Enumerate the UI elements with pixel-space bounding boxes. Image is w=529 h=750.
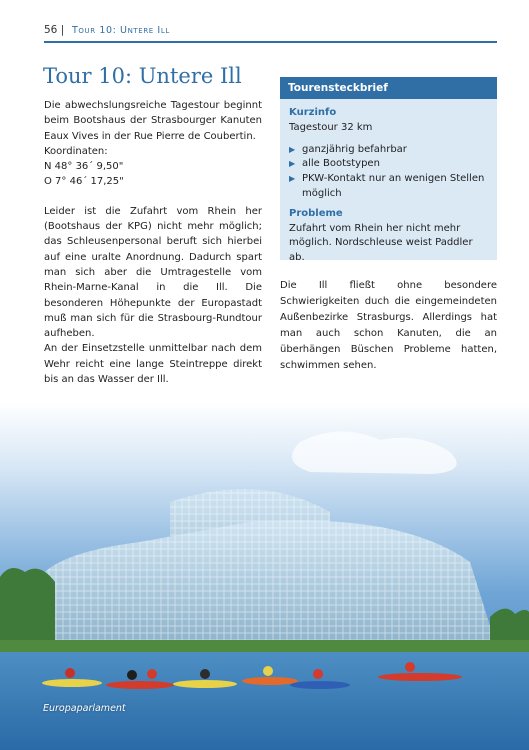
list-item <box>289 143 489 158</box>
paddler <box>127 670 137 680</box>
page-number-value: 56 <box>44 24 58 36</box>
kurzinfo-list <box>289 143 489 202</box>
kayak <box>378 673 462 681</box>
kayak <box>290 681 350 689</box>
coordinates-label: Koordinaten: <box>44 145 108 157</box>
access-paragraph: Leider ist die Zufahrt vom Rhein her (Bootshaus der KPG) nicht mehr möglich; das Schleusenpersonal beruft sich hierbei auf eine uralte Anordnung. Dadurch spart man sich aber die Umtragestelle vom Rhein-Marne-Kanal in die Ill. Die besonderen Höhepunkte der Europastadt muß man sich für die Strasbourg-Rundtour aufheben. <box>44 205 262 340</box>
paddler <box>200 669 210 679</box>
photo-caption: Europaparlament <box>43 703 126 714</box>
page-title: Tour 10: Untere Ill <box>43 64 242 88</box>
triangle-bullet-icon: ▶ <box>289 159 296 169</box>
list-item <box>289 172 489 202</box>
tour-profile-heading: Tourensteckbrief <box>280 77 497 99</box>
europaparlament-photo <box>0 402 529 750</box>
header-rule <box>44 41 497 43</box>
triangle-bullet-icon: ▶ <box>289 144 296 154</box>
coordinate-north: N 48° 36´ 9,50" <box>44 161 124 173</box>
page-number <box>44 24 64 36</box>
river-paragraph: Die Ill fließt ohne besondere Schwierigkeiten duch die eingemeindeten Außenbezirke Strasburgs. Allerdings hat man auch schon Kanuten, die an überhängen Büschen Probleme hatten, schwimmen sehen. <box>280 280 497 371</box>
entry-paragraph: An der Einsetzstelle unmittelbar nach dem Wehr reicht eine lange Steintreppe direkt bis an das Wasser der Ill. <box>44 343 262 386</box>
list-item-text: alle Bootstypen <box>302 158 380 170</box>
list-item <box>289 157 489 172</box>
kayak <box>173 680 237 688</box>
tour-profile-box <box>280 77 497 264</box>
paddler <box>313 669 323 679</box>
river-water <box>0 652 529 750</box>
paddler <box>147 669 157 679</box>
kayak <box>42 679 102 687</box>
list-item-text: PKW-Kontakt nur an wenigen Stellen möglich <box>302 173 485 199</box>
paddler <box>263 666 273 676</box>
kurzinfo-label: Kurzinfo <box>289 107 337 118</box>
triangle-bullet-icon: ▶ <box>289 174 296 184</box>
coordinate-east: O 7° 46´ 17,25" <box>44 176 124 188</box>
left-column <box>44 98 262 401</box>
page-header <box>0 0 529 44</box>
probleme-text: Zufahrt vom Rhein her nicht mehr möglich. Nordschleuse weist Paddler ab. <box>289 222 473 264</box>
header-separator: | <box>60 24 65 36</box>
kayak <box>242 677 298 685</box>
trees-left <box>0 568 55 650</box>
running-title: Tour 10: Untere Ill <box>72 25 170 36</box>
intro-paragraph <box>44 98 262 190</box>
list-item-text: ganzjährig befahrbar <box>302 143 407 155</box>
tour-profile-body <box>280 99 497 266</box>
intro-text: Die abwechslungsreiche Tagestour beginnt beim Bootshaus der Strasbourger Kanuten Eaux Vives in der Rue Pierre de Coubertin. <box>44 100 262 142</box>
kurzinfo-text: Tagestour 32 km <box>289 121 373 133</box>
riverbank <box>0 640 529 654</box>
probleme-label: Probleme <box>289 207 343 219</box>
kayak <box>106 681 174 689</box>
paddler <box>65 668 75 678</box>
paddler <box>405 662 415 672</box>
